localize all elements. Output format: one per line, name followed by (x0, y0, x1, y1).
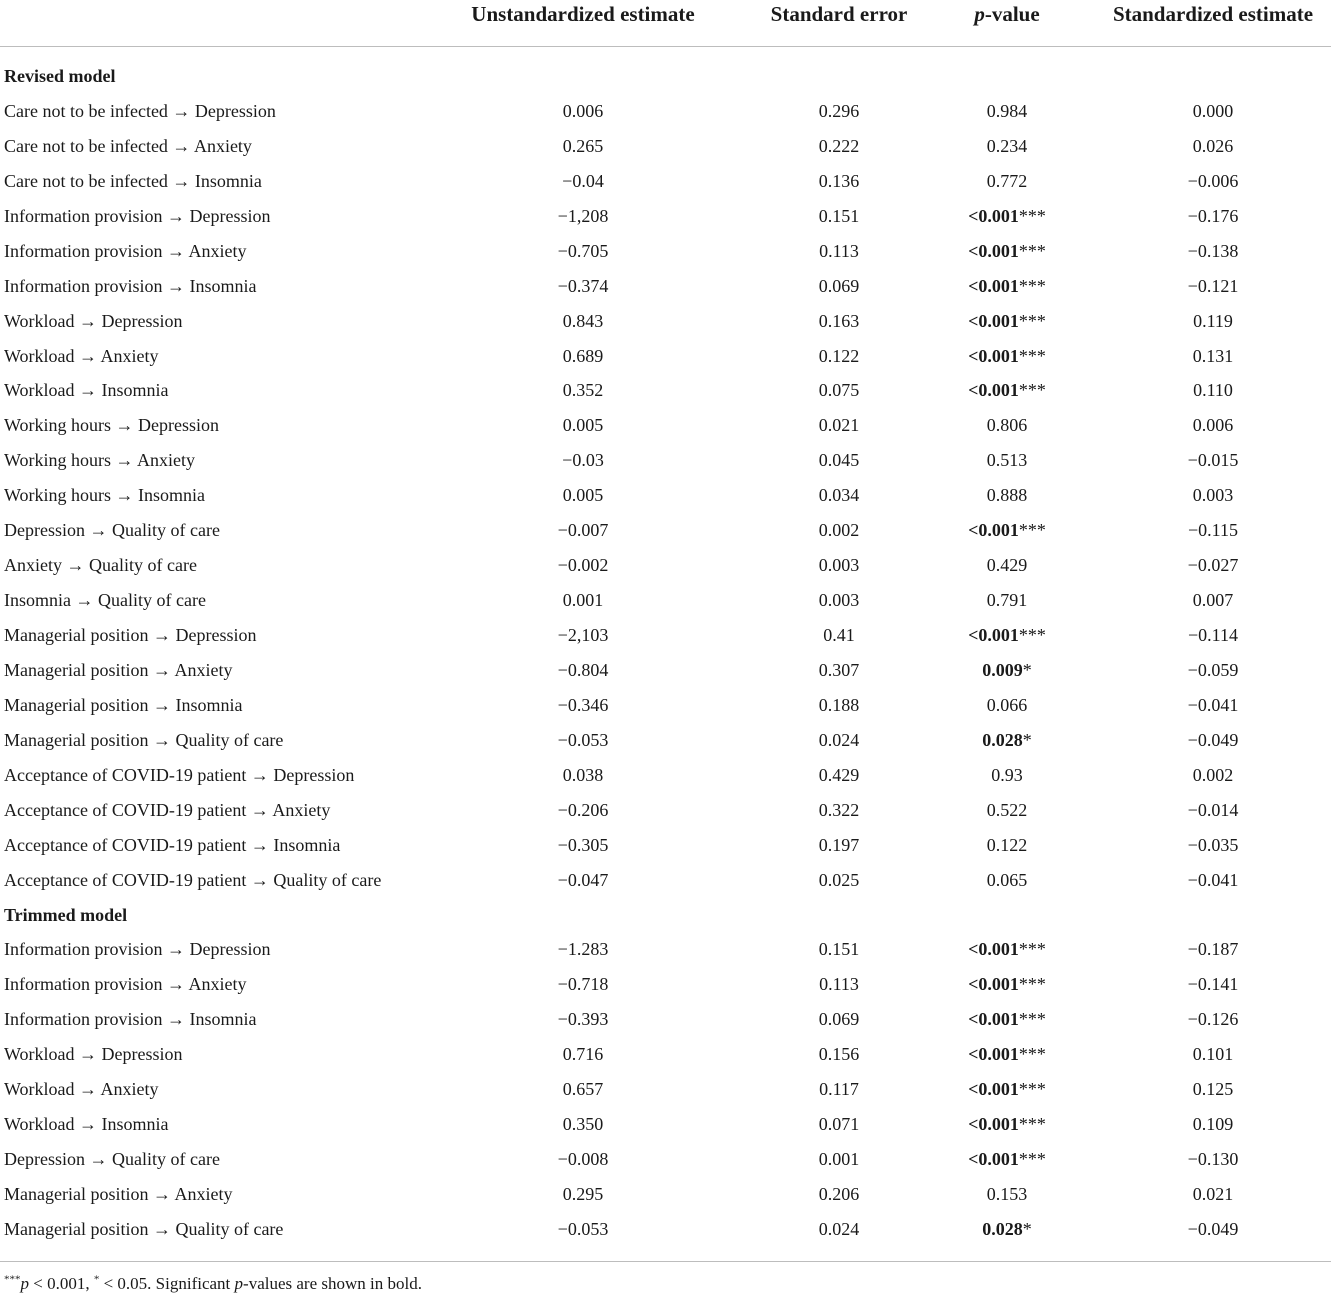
standard-error: 0.071 (818, 1114, 860, 1135)
standardized-estimate: 0.000 (1192, 100, 1234, 121)
p-value-cell (940, 234, 1074, 268)
p-value-cell (940, 94, 1074, 128)
header-p-value (940, 0, 1074, 28)
significance-stars: *** (1018, 275, 1046, 296)
p-value: 0.791 (986, 590, 1028, 611)
row-label: Care not to be infected → Insomnia (4, 170, 262, 191)
standardized-estimate: −0.176 (1187, 205, 1239, 226)
unstandardized-estimate: 0.005 (562, 485, 604, 506)
p-value-cell (940, 164, 1074, 198)
row-label: Working hours → Anxiety (4, 450, 196, 471)
p-value: <0.001 (968, 380, 1019, 401)
standardized-estimate: −0.015 (1187, 450, 1239, 471)
standardized-estimate: 0.109 (1192, 1114, 1234, 1135)
standardized-estimate: −0.130 (1187, 1149, 1239, 1170)
table-row (0, 688, 1331, 723)
standard-error: 0.003 (818, 590, 860, 611)
row-label: Acceptance of COVID-19 patient → Depression (4, 764, 355, 785)
standard-error: 0.156 (818, 1044, 860, 1065)
unstandardized-estimate: 0.689 (562, 345, 604, 366)
significance-stars: *** (1018, 625, 1046, 645)
significance-stars: * (1022, 729, 1032, 750)
standard-error: 0.429 (818, 764, 860, 785)
p-value: 0.888 (986, 485, 1028, 506)
row-label: Working hours → Depression (4, 415, 220, 436)
row-label: Acceptance of COVID-19 patient → Quality of care (4, 869, 382, 890)
p-value-cell (940, 583, 1074, 617)
standardized-estimate: 0.021 (1192, 1184, 1234, 1204)
p-value: <0.001 (968, 345, 1019, 366)
footnote-p-2: p (234, 1274, 244, 1293)
unstandardized-estimate: −1.283 (557, 939, 609, 960)
table-row (0, 1142, 1331, 1177)
p-value: <0.001 (968, 520, 1019, 541)
header-p-rest: -value (984, 2, 1040, 26)
standard-error: 0.034 (818, 485, 860, 506)
unstandardized-estimate: 0.657 (562, 1079, 604, 1100)
p-value-cell (940, 199, 1074, 233)
p-value: <0.001 (968, 974, 1019, 995)
row-label: Depression → Quality of care (4, 1149, 220, 1170)
p-value: <0.001 (968, 1009, 1019, 1030)
p-value-cell (940, 758, 1074, 792)
footnote-stars-1: *** (4, 1273, 21, 1286)
row-label: Information provision → Depression (4, 939, 271, 960)
footnote-stars-2: * (93, 1273, 100, 1286)
table-row (0, 793, 1331, 828)
table-row (0, 408, 1331, 443)
significance-stars: *** (1018, 974, 1046, 995)
standard-error: 0.296 (818, 100, 860, 121)
p-value-cell (940, 269, 1074, 303)
footnote-p-1: p (20, 1274, 29, 1293)
footnote-text-3: -values are shown in bold. (243, 1274, 422, 1293)
standard-error: 0.001 (818, 1149, 860, 1170)
unstandardized-estimate: −0.04 (562, 170, 604, 191)
table-row (0, 269, 1331, 304)
table-row (0, 548, 1331, 583)
row-label: Workload → Insomnia (4, 1114, 169, 1135)
standard-error: 0.069 (818, 1009, 860, 1030)
row-label: Anxiety → Quality of care (4, 555, 197, 576)
significance-stars: *** (1018, 380, 1046, 401)
unstandardized-estimate: −0.393 (557, 1009, 609, 1030)
standard-error: 0.069 (818, 275, 860, 296)
table-row (0, 443, 1331, 478)
table-row (0, 618, 1331, 653)
unstandardized-estimate: 0.038 (562, 764, 604, 785)
p-value: 0.028 (982, 1218, 1023, 1239)
row-label: Workload → Depression (4, 310, 183, 331)
unstandardized-estimate: −0.047 (557, 869, 609, 890)
significance-stars: * (1022, 659, 1032, 680)
section-title: Revised model (4, 66, 116, 86)
header-p-italic: p (974, 2, 985, 26)
standardized-estimate: −0.041 (1187, 869, 1239, 890)
row-label: Insomnia → Quality of care (4, 590, 206, 611)
significance-stars: *** (1018, 1114, 1046, 1135)
table-row (0, 478, 1331, 513)
standard-error: 0.41 (823, 625, 855, 645)
significance-stars: * (1022, 1218, 1032, 1239)
standard-error: 0.025 (818, 869, 860, 890)
standard-error: 0.117 (819, 1079, 859, 1100)
p-value: 0.984 (986, 100, 1028, 121)
table-row (0, 1002, 1331, 1037)
standardized-estimate: −0.059 (1187, 659, 1239, 680)
table-row (0, 1107, 1331, 1142)
row-label: Acceptance of COVID-19 patient → Insomnia (4, 834, 341, 855)
standard-error: 0.021 (818, 415, 860, 436)
p-value-cell (940, 967, 1074, 1001)
row-label: Managerial position → Insomnia (4, 694, 243, 715)
p-value-cell (940, 723, 1074, 757)
standardized-estimate: −0.187 (1187, 939, 1239, 960)
unstandardized-estimate: −1,208 (557, 205, 609, 226)
standard-error: 0.197 (818, 834, 860, 855)
unstandardized-estimate: −2,103 (557, 625, 609, 645)
table-row (0, 373, 1331, 408)
unstandardized-estimate: −0.804 (557, 659, 609, 680)
p-value-cell (940, 408, 1074, 442)
p-value: 0.234 (986, 135, 1028, 156)
standard-error: 0.151 (818, 205, 860, 226)
table-row (0, 1072, 1331, 1107)
standardized-estimate: −0.138 (1187, 240, 1239, 261)
standard-error: 0.307 (818, 659, 860, 680)
significance-stars: *** (1018, 1079, 1046, 1100)
p-value: <0.001 (968, 310, 1019, 331)
standardized-estimate: 0.006 (1192, 415, 1234, 436)
table-row (0, 94, 1331, 129)
p-value-cell (940, 478, 1074, 512)
table-body (0, 59, 1331, 1247)
standardized-estimate: 0.003 (1192, 485, 1234, 506)
row-label: Acceptance of COVID-19 patient → Anxiety (4, 799, 331, 820)
unstandardized-estimate: −0.03 (562, 450, 604, 471)
standardized-estimate: −0.035 (1187, 834, 1239, 855)
p-value: 0.065 (986, 869, 1028, 890)
p-value-cell (940, 688, 1074, 722)
table-row (0, 583, 1331, 618)
row-label: Information provision → Insomnia (4, 1009, 257, 1030)
standardized-estimate: −0.141 (1187, 974, 1239, 995)
p-value-cell (940, 129, 1074, 163)
unstandardized-estimate: −0.346 (557, 694, 609, 715)
table-row (0, 1177, 1331, 1212)
row-label: Working hours → Insomnia (4, 485, 206, 506)
p-value-cell (940, 793, 1074, 827)
standard-error: 0.206 (818, 1184, 860, 1204)
row-label: Care not to be infected → Depression (4, 100, 276, 121)
standardized-estimate: 0.131 (1192, 345, 1234, 366)
p-value: <0.001 (968, 1044, 1019, 1065)
p-value: 0.429 (986, 555, 1028, 576)
p-value-cell (940, 548, 1074, 582)
table-row (0, 304, 1331, 339)
unstandardized-estimate: −0.206 (557, 799, 609, 820)
p-value-cell (940, 1072, 1074, 1106)
unstandardized-estimate: −0.053 (557, 1218, 609, 1239)
row-label: Managerial position → Depression (4, 625, 257, 645)
p-value: 0.122 (986, 834, 1028, 855)
p-value-cell (940, 828, 1074, 862)
standard-error: 0.122 (818, 345, 860, 366)
table-row (0, 339, 1331, 374)
table-row (0, 828, 1331, 863)
p-value-cell (940, 339, 1074, 373)
header-standardized: Standardized estimate (1112, 2, 1314, 26)
header-standard-error: Standard error (770, 2, 908, 26)
p-value: <0.001 (968, 205, 1019, 226)
table-row (0, 1212, 1331, 1247)
table-footnote (4, 1270, 422, 1298)
p-value-cell (940, 1107, 1074, 1141)
row-label: Workload → Anxiety (4, 1079, 159, 1100)
significance-stars: *** (1018, 1009, 1046, 1030)
p-value: 0.066 (986, 694, 1028, 715)
standard-error: 0.024 (818, 1218, 860, 1239)
standardized-estimate: −0.014 (1187, 799, 1239, 820)
standardized-estimate: 0.002 (1192, 764, 1234, 785)
standardized-estimate: 0.026 (1192, 135, 1234, 156)
p-value: 0.772 (986, 170, 1028, 191)
table-row (0, 758, 1331, 793)
p-value-cell (940, 1142, 1074, 1176)
unstandardized-estimate: 0.843 (562, 310, 604, 331)
unstandardized-estimate: 0.350 (562, 1114, 604, 1135)
row-label: Managerial position → Quality of care (4, 1218, 284, 1239)
p-value-cell (940, 1177, 1074, 1211)
unstandardized-estimate: 0.352 (562, 380, 604, 401)
row-label: Managerial position → Anxiety (4, 659, 233, 680)
row-label: Workload → Depression (4, 1044, 183, 1065)
table-row (0, 967, 1331, 1002)
standardized-estimate: −0.041 (1187, 694, 1239, 715)
p-value-cell (940, 373, 1074, 407)
row-label: Information provision → Depression (4, 205, 271, 226)
p-value-cell (940, 443, 1074, 477)
table-row (0, 129, 1331, 164)
p-value: <0.001 (968, 1079, 1019, 1100)
p-value: 0.513 (986, 450, 1028, 471)
standard-error: 0.151 (818, 939, 860, 960)
standard-error: 0.163 (818, 310, 860, 331)
standardized-estimate: −0.049 (1187, 729, 1239, 750)
footnote-text-1: < 0.001, (29, 1274, 94, 1293)
standard-error: 0.045 (818, 450, 860, 471)
p-value: <0.001 (968, 1114, 1019, 1135)
row-label: Depression → Quality of care (4, 520, 220, 541)
standard-error: 0.024 (818, 729, 860, 750)
unstandardized-estimate: −0.053 (557, 729, 609, 750)
standardized-estimate: −0.126 (1187, 1009, 1239, 1030)
section-title: Trimmed model (4, 904, 128, 925)
table-row (0, 863, 1331, 898)
unstandardized-estimate: 0.716 (562, 1044, 604, 1065)
standardized-estimate: −0.114 (1188, 625, 1238, 645)
p-value: 0.806 (986, 415, 1028, 436)
significance-stars: *** (1018, 205, 1046, 226)
table-row (0, 1037, 1331, 1072)
p-value: <0.001 (968, 625, 1019, 645)
standard-error: 0.113 (819, 240, 859, 261)
standardized-estimate: −0.006 (1187, 170, 1239, 191)
table-row (0, 164, 1331, 199)
significance-stars: *** (1018, 240, 1046, 261)
unstandardized-estimate: −0.705 (557, 240, 609, 261)
p-value-cell (940, 1212, 1074, 1246)
unstandardized-estimate: 0.001 (562, 590, 604, 611)
unstandardized-estimate: −0.007 (557, 520, 609, 541)
unstandardized-estimate: −0.008 (557, 1149, 609, 1170)
table-row (0, 199, 1331, 234)
standard-error: 0.136 (818, 170, 860, 191)
p-value: 0.93 (991, 764, 1023, 785)
standardized-estimate: 0.101 (1192, 1044, 1234, 1065)
header-unstandardized: Unstandardized estimate (471, 2, 695, 26)
standard-error: 0.222 (818, 135, 860, 156)
table-row (0, 513, 1331, 548)
row-label: Workload → Anxiety (4, 345, 159, 366)
section-row (0, 59, 1331, 94)
p-value-cell (940, 1002, 1074, 1036)
standardized-estimate: −0.121 (1187, 275, 1239, 296)
table-header (0, 0, 1331, 47)
significance-stars: *** (1018, 939, 1046, 960)
significance-stars: *** (1018, 1149, 1046, 1170)
table-row (0, 653, 1331, 688)
p-value: <0.001 (968, 939, 1019, 960)
p-value: <0.001 (968, 1149, 1019, 1170)
standard-error: 0.113 (819, 974, 859, 995)
standard-error: 0.188 (818, 694, 860, 715)
row-label: Workload → Insomnia (4, 380, 169, 401)
unstandardized-estimate: −0.305 (557, 834, 609, 855)
unstandardized-estimate: 0.265 (562, 135, 604, 156)
p-value: <0.001 (968, 240, 1019, 261)
standardized-estimate: 0.119 (1193, 310, 1233, 331)
unstandardized-estimate: −0.718 (557, 974, 609, 995)
footnote-text-2: < 0.05. Significant (99, 1274, 235, 1293)
row-label: Managerial position → Anxiety (4, 1184, 233, 1204)
row-label: Information provision → Insomnia (4, 275, 257, 296)
p-value-cell (940, 304, 1074, 338)
p-value: 0.009 (982, 659, 1023, 680)
unstandardized-estimate: 0.295 (562, 1184, 604, 1204)
p-value: <0.001 (968, 275, 1019, 296)
standardized-estimate: 0.125 (1192, 1079, 1234, 1100)
footer-rule (0, 1261, 1331, 1262)
row-label: Information provision → Anxiety (4, 240, 247, 261)
row-label: Care not to be infected → Anxiety (4, 135, 252, 156)
p-value-cell (940, 653, 1074, 687)
unstandardized-estimate: 0.006 (562, 100, 604, 121)
significance-stars: *** (1018, 1044, 1046, 1065)
row-label: Managerial position → Quality of care (4, 729, 284, 750)
standard-error: 0.075 (818, 380, 860, 401)
p-value-cell (940, 863, 1074, 897)
standardized-estimate: −0.115 (1188, 520, 1238, 541)
unstandardized-estimate: −0.374 (557, 275, 609, 296)
unstandardized-estimate: −0.002 (557, 555, 609, 576)
table-row (0, 932, 1331, 967)
unstandardized-estimate: 0.005 (562, 415, 604, 436)
standardized-estimate: 0.110 (1193, 380, 1233, 401)
standard-error: 0.322 (818, 799, 860, 820)
section-row (0, 898, 1331, 933)
standard-error: 0.002 (818, 520, 860, 541)
significance-stars: *** (1018, 345, 1046, 366)
table-row (0, 234, 1331, 269)
p-value-cell (940, 1037, 1074, 1071)
significance-stars: *** (1018, 310, 1046, 331)
p-value: 0.153 (986, 1184, 1028, 1204)
p-value: 0.522 (986, 799, 1028, 820)
p-value-cell (940, 513, 1074, 547)
p-value-cell (940, 932, 1074, 966)
standardized-estimate: −0.027 (1187, 555, 1239, 576)
table-row (0, 723, 1331, 758)
significance-stars: *** (1018, 520, 1046, 541)
p-value-cell (940, 618, 1074, 652)
p-value: 0.028 (982, 729, 1023, 750)
standardized-estimate: 0.007 (1192, 590, 1234, 611)
standard-error: 0.003 (818, 555, 860, 576)
row-label: Information provision → Anxiety (4, 974, 247, 995)
standardized-estimate: −0.049 (1187, 1218, 1239, 1239)
